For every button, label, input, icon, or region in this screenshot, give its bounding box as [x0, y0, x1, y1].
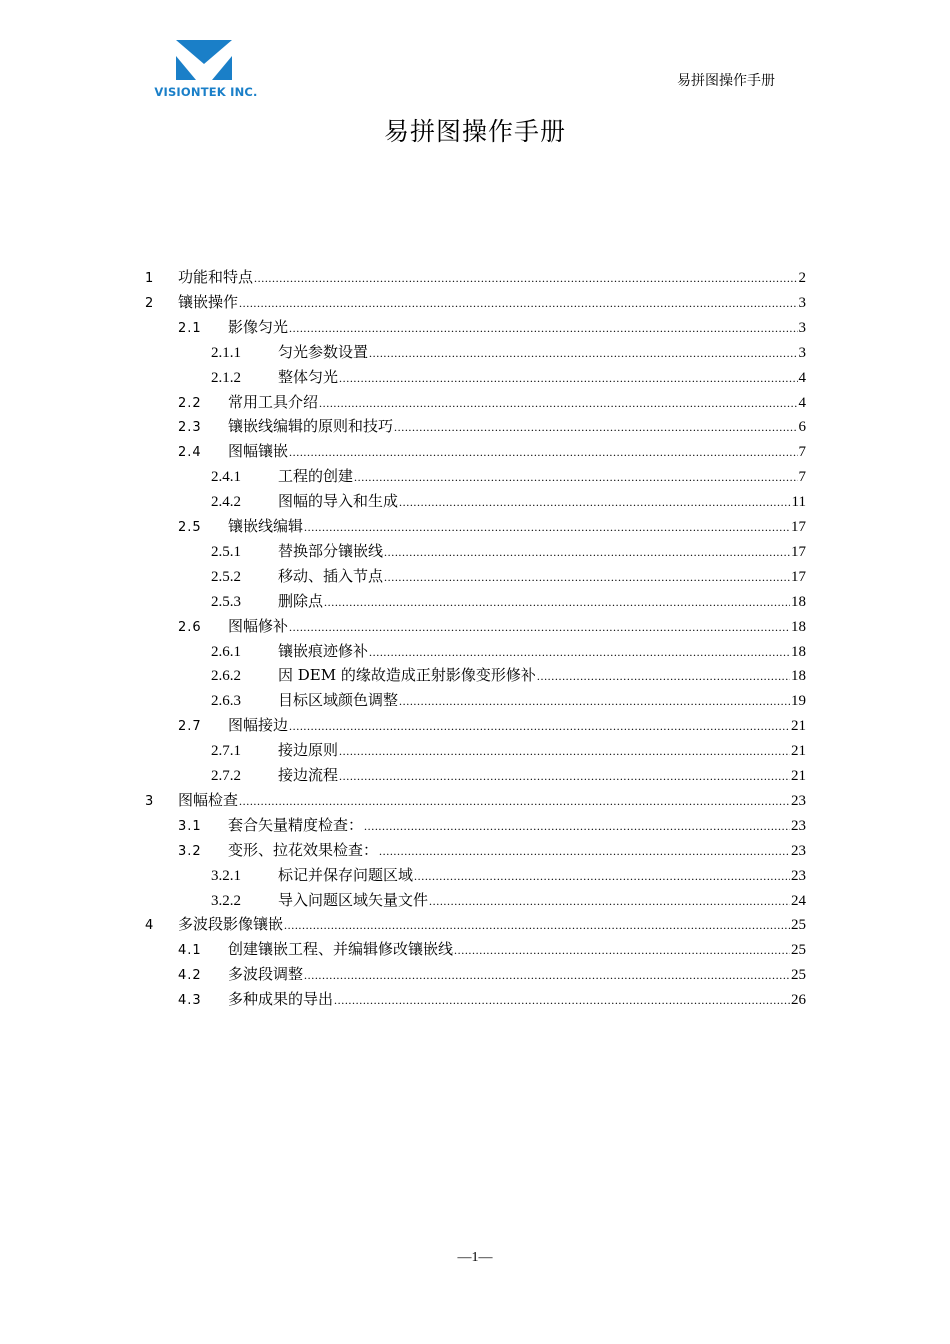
toc-entry[interactable] [178, 838, 806, 863]
toc-entry-page: 23 [791, 793, 806, 809]
toc-entry-title: 图幅修补 [228, 617, 289, 635]
toc-entry-number: 3.1 [178, 819, 202, 834]
toc-dot-leader [414, 864, 790, 889]
toc-dot-leader [384, 540, 790, 565]
toc-entry-title: 导入问题区域矢量文件 [278, 891, 429, 909]
toc-dot-leader [289, 440, 797, 465]
toc-entry-page: 19 [791, 693, 806, 709]
toc-dot-leader [319, 391, 797, 416]
toc-entry-number: 2.6.1 [211, 644, 241, 660]
toc-entry-page: 11 [791, 494, 806, 510]
toc-entry-number: 2.1.1 [211, 345, 241, 361]
toc-entry-title: 图幅检查 [178, 791, 239, 809]
toc-entry[interactable] [211, 464, 806, 489]
toc-dot-leader [379, 839, 790, 864]
toc-entry-number: 3 [145, 794, 154, 809]
toc-entry[interactable] [145, 912, 806, 937]
toc-entry-page: 4 [798, 370, 806, 386]
toc-entry-title: 镶嵌线编辑的原则和技巧 [228, 417, 394, 435]
toc-entry-number: 2.1.2 [211, 370, 241, 386]
toc-entry-title: 图幅接边 [228, 716, 289, 734]
toc-entry[interactable] [211, 738, 806, 763]
toc-entry-title: 替换部分镶嵌线 [278, 542, 384, 560]
toc-dot-leader [339, 739, 790, 764]
toc-entry[interactable] [178, 614, 806, 639]
visiontek-logo-icon [174, 38, 234, 82]
toc-entry-number: 3.2.2 [211, 893, 241, 909]
toc-entry-page: 25 [791, 917, 806, 933]
toc-dot-leader [254, 266, 797, 291]
toc-dot-leader [369, 341, 797, 366]
toc-entry[interactable] [178, 315, 806, 340]
toc-entry[interactable] [211, 763, 806, 788]
toc-entry-page: 21 [791, 718, 806, 734]
toc-entry-number: 2.2 [178, 396, 202, 411]
toc-dot-leader [239, 291, 797, 316]
toc-entry-title: 多波段影像镶嵌 [178, 915, 284, 933]
toc-entry-title: 变形、拉花效果检查： [228, 841, 379, 859]
toc-entry[interactable] [178, 937, 806, 962]
toc-entry[interactable] [145, 290, 806, 315]
toc-entry-number: 4 [145, 918, 154, 933]
toc-dot-leader [304, 963, 790, 988]
toc-entry-title: 删除点 [278, 592, 324, 610]
toc-entry-number: 4.1 [178, 943, 202, 958]
toc-dot-leader [239, 789, 790, 814]
toc-entry-page: 26 [791, 992, 806, 1008]
toc-dot-leader [454, 938, 790, 963]
toc-entry[interactable] [211, 688, 806, 713]
toc-entry[interactable] [178, 514, 806, 539]
toc-entry-number: 2.6.2 [211, 668, 241, 684]
toc-entry-page: 18 [791, 619, 806, 635]
logo-text: VISIONTEK INC. [154, 85, 258, 99]
toc-entry-title: 创建镶嵌工程、并编辑修改镶嵌线 [228, 940, 454, 958]
running-header-title: 易拼图操作手册 [677, 73, 775, 89]
toc-entry-page: 23 [791, 818, 806, 834]
toc-entry-number: 2.7.1 [211, 743, 241, 759]
toc-dot-leader [399, 689, 790, 714]
toc-entry[interactable] [178, 813, 806, 838]
toc-entry-title: 常用工具介绍 [228, 393, 319, 411]
toc-dot-leader [334, 988, 790, 1013]
toc-dot-leader [304, 515, 790, 540]
toc-dot-leader [289, 615, 790, 640]
toc-entry-title: 整体匀光 [278, 368, 339, 386]
toc-entry[interactable] [211, 564, 806, 589]
toc-entry-title: 工程的创建 [278, 467, 354, 485]
toc-entry-number: 2.5.3 [211, 594, 241, 610]
toc-entry[interactable] [178, 713, 806, 738]
toc-entry-number: 2.7.2 [211, 768, 241, 784]
toc-entry-title: 因 DEM 的缘故造成正射影像变形修补 [278, 666, 536, 684]
toc-entry-page: 21 [791, 768, 806, 784]
toc-entry-title: 匀光参数设置 [278, 343, 369, 361]
toc-entry-page: 25 [791, 942, 806, 958]
toc-entry-number: 2.6 [178, 620, 202, 635]
toc-entry[interactable] [178, 390, 806, 415]
toc-entry-title: 移动、插入节点 [278, 567, 384, 585]
document-title: 易拼图操作手册 [383, 117, 566, 146]
toc-entry-page: 23 [791, 843, 806, 859]
toc-entry-number: 2.4.2 [211, 494, 241, 510]
toc-dot-leader [384, 565, 790, 590]
toc-entry-page: 24 [791, 893, 806, 909]
toc-dot-leader [354, 465, 797, 490]
toc-entry-title: 多波段调整 [228, 965, 304, 983]
toc-entry-title: 镶嵌痕迹修补 [278, 642, 369, 660]
toc-entry-page: 25 [791, 967, 806, 983]
toc-entry-title: 镶嵌线编辑 [228, 517, 304, 535]
toc-entry-number: 2.5 [178, 520, 202, 535]
toc-entry[interactable] [178, 414, 806, 439]
toc-entry-title: 影像匀光 [228, 318, 289, 336]
toc-entry[interactable] [178, 962, 806, 987]
toc-entry-page: 3 [798, 295, 806, 311]
toc-entry[interactable] [211, 888, 806, 913]
toc-entry-page: 6 [798, 419, 806, 435]
toc-entry[interactable] [211, 489, 806, 514]
toc-entry-number: 2.3 [178, 420, 202, 435]
toc-entry-page: 7 [798, 469, 806, 485]
toc-entry-title: 套合矢量精度检查： [228, 816, 364, 834]
toc-entry-page: 4 [798, 395, 806, 411]
toc-entry-title: 镶嵌操作 [178, 293, 239, 311]
toc-dot-leader [394, 415, 797, 440]
toc-entry[interactable] [211, 539, 806, 564]
toc-entry-number: 1 [145, 271, 154, 286]
toc-entry-number: 2.4 [178, 445, 202, 460]
toc-entry-number: 4.3 [178, 993, 202, 1008]
toc-dot-leader [324, 590, 790, 615]
toc-entry-page: 18 [791, 668, 806, 684]
toc-dot-leader [289, 316, 797, 341]
toc-entry-number: 2.4.1 [211, 469, 241, 485]
toc-entry-title: 图幅镶嵌 [228, 442, 289, 460]
toc-entry-page: 18 [791, 594, 806, 610]
toc-entry-page: 17 [791, 569, 806, 585]
toc-entry-title: 接边流程 [278, 766, 339, 784]
toc-entry[interactable] [178, 987, 806, 1012]
toc-entry-title: 标记并保存问题区域 [278, 866, 414, 884]
toc-entry-page: 17 [791, 544, 806, 560]
company-logo [150, 38, 260, 100]
toc-entry-number: 2.5.1 [211, 544, 241, 560]
toc-entry[interactable] [145, 265, 806, 290]
toc-entry-title: 目标区域颜色调整 [278, 691, 399, 709]
toc-entry[interactable] [178, 439, 806, 464]
toc-entry-page: 7 [798, 444, 806, 460]
toc-dot-leader [339, 366, 797, 391]
toc-entry-number: 2.6.3 [211, 693, 241, 709]
toc-dot-leader [289, 714, 790, 739]
toc-entry-number: 2.5.2 [211, 569, 241, 585]
toc-dot-leader [284, 913, 790, 938]
toc-entry-page: 3 [798, 345, 806, 361]
toc-entry-number: 2.1 [178, 321, 202, 336]
toc-entry[interactable] [211, 365, 806, 390]
toc-entry-number: 3.2 [178, 844, 202, 859]
toc-dot-leader [339, 764, 790, 789]
toc-entry-number: 4.2 [178, 968, 202, 983]
toc-entry[interactable] [211, 589, 806, 614]
toc-entry-title: 图幅的导入和生成 [278, 492, 399, 510]
toc-entry-page: 18 [791, 644, 806, 660]
toc-entry[interactable] [211, 863, 806, 888]
toc-entry-page: 2 [798, 270, 806, 286]
toc-entry-title: 接边原则 [278, 741, 339, 759]
toc-entry-page: 21 [791, 743, 806, 759]
toc-entry-page: 23 [791, 868, 806, 884]
toc-entry-number: 2.7 [178, 719, 202, 734]
toc-dot-leader [399, 490, 791, 515]
toc-entry-page: 3 [798, 320, 806, 336]
toc-entry[interactable] [145, 788, 806, 813]
toc-entry-number: 3.2.1 [211, 868, 241, 884]
page-number: —1— [457, 1250, 493, 1265]
toc-dot-leader [537, 664, 790, 689]
toc-entry[interactable] [211, 663, 806, 688]
toc-dot-leader [369, 640, 790, 665]
toc-entry-number: 2 [145, 296, 154, 311]
toc-entry-title: 功能和特点 [178, 268, 254, 286]
toc-entry-title: 多种成果的导出 [228, 990, 334, 1008]
toc-entry[interactable] [211, 340, 806, 365]
toc-entry[interactable] [211, 639, 806, 664]
toc-entry-page: 17 [791, 519, 806, 535]
toc-dot-leader [429, 889, 790, 914]
toc-dot-leader [364, 814, 790, 839]
